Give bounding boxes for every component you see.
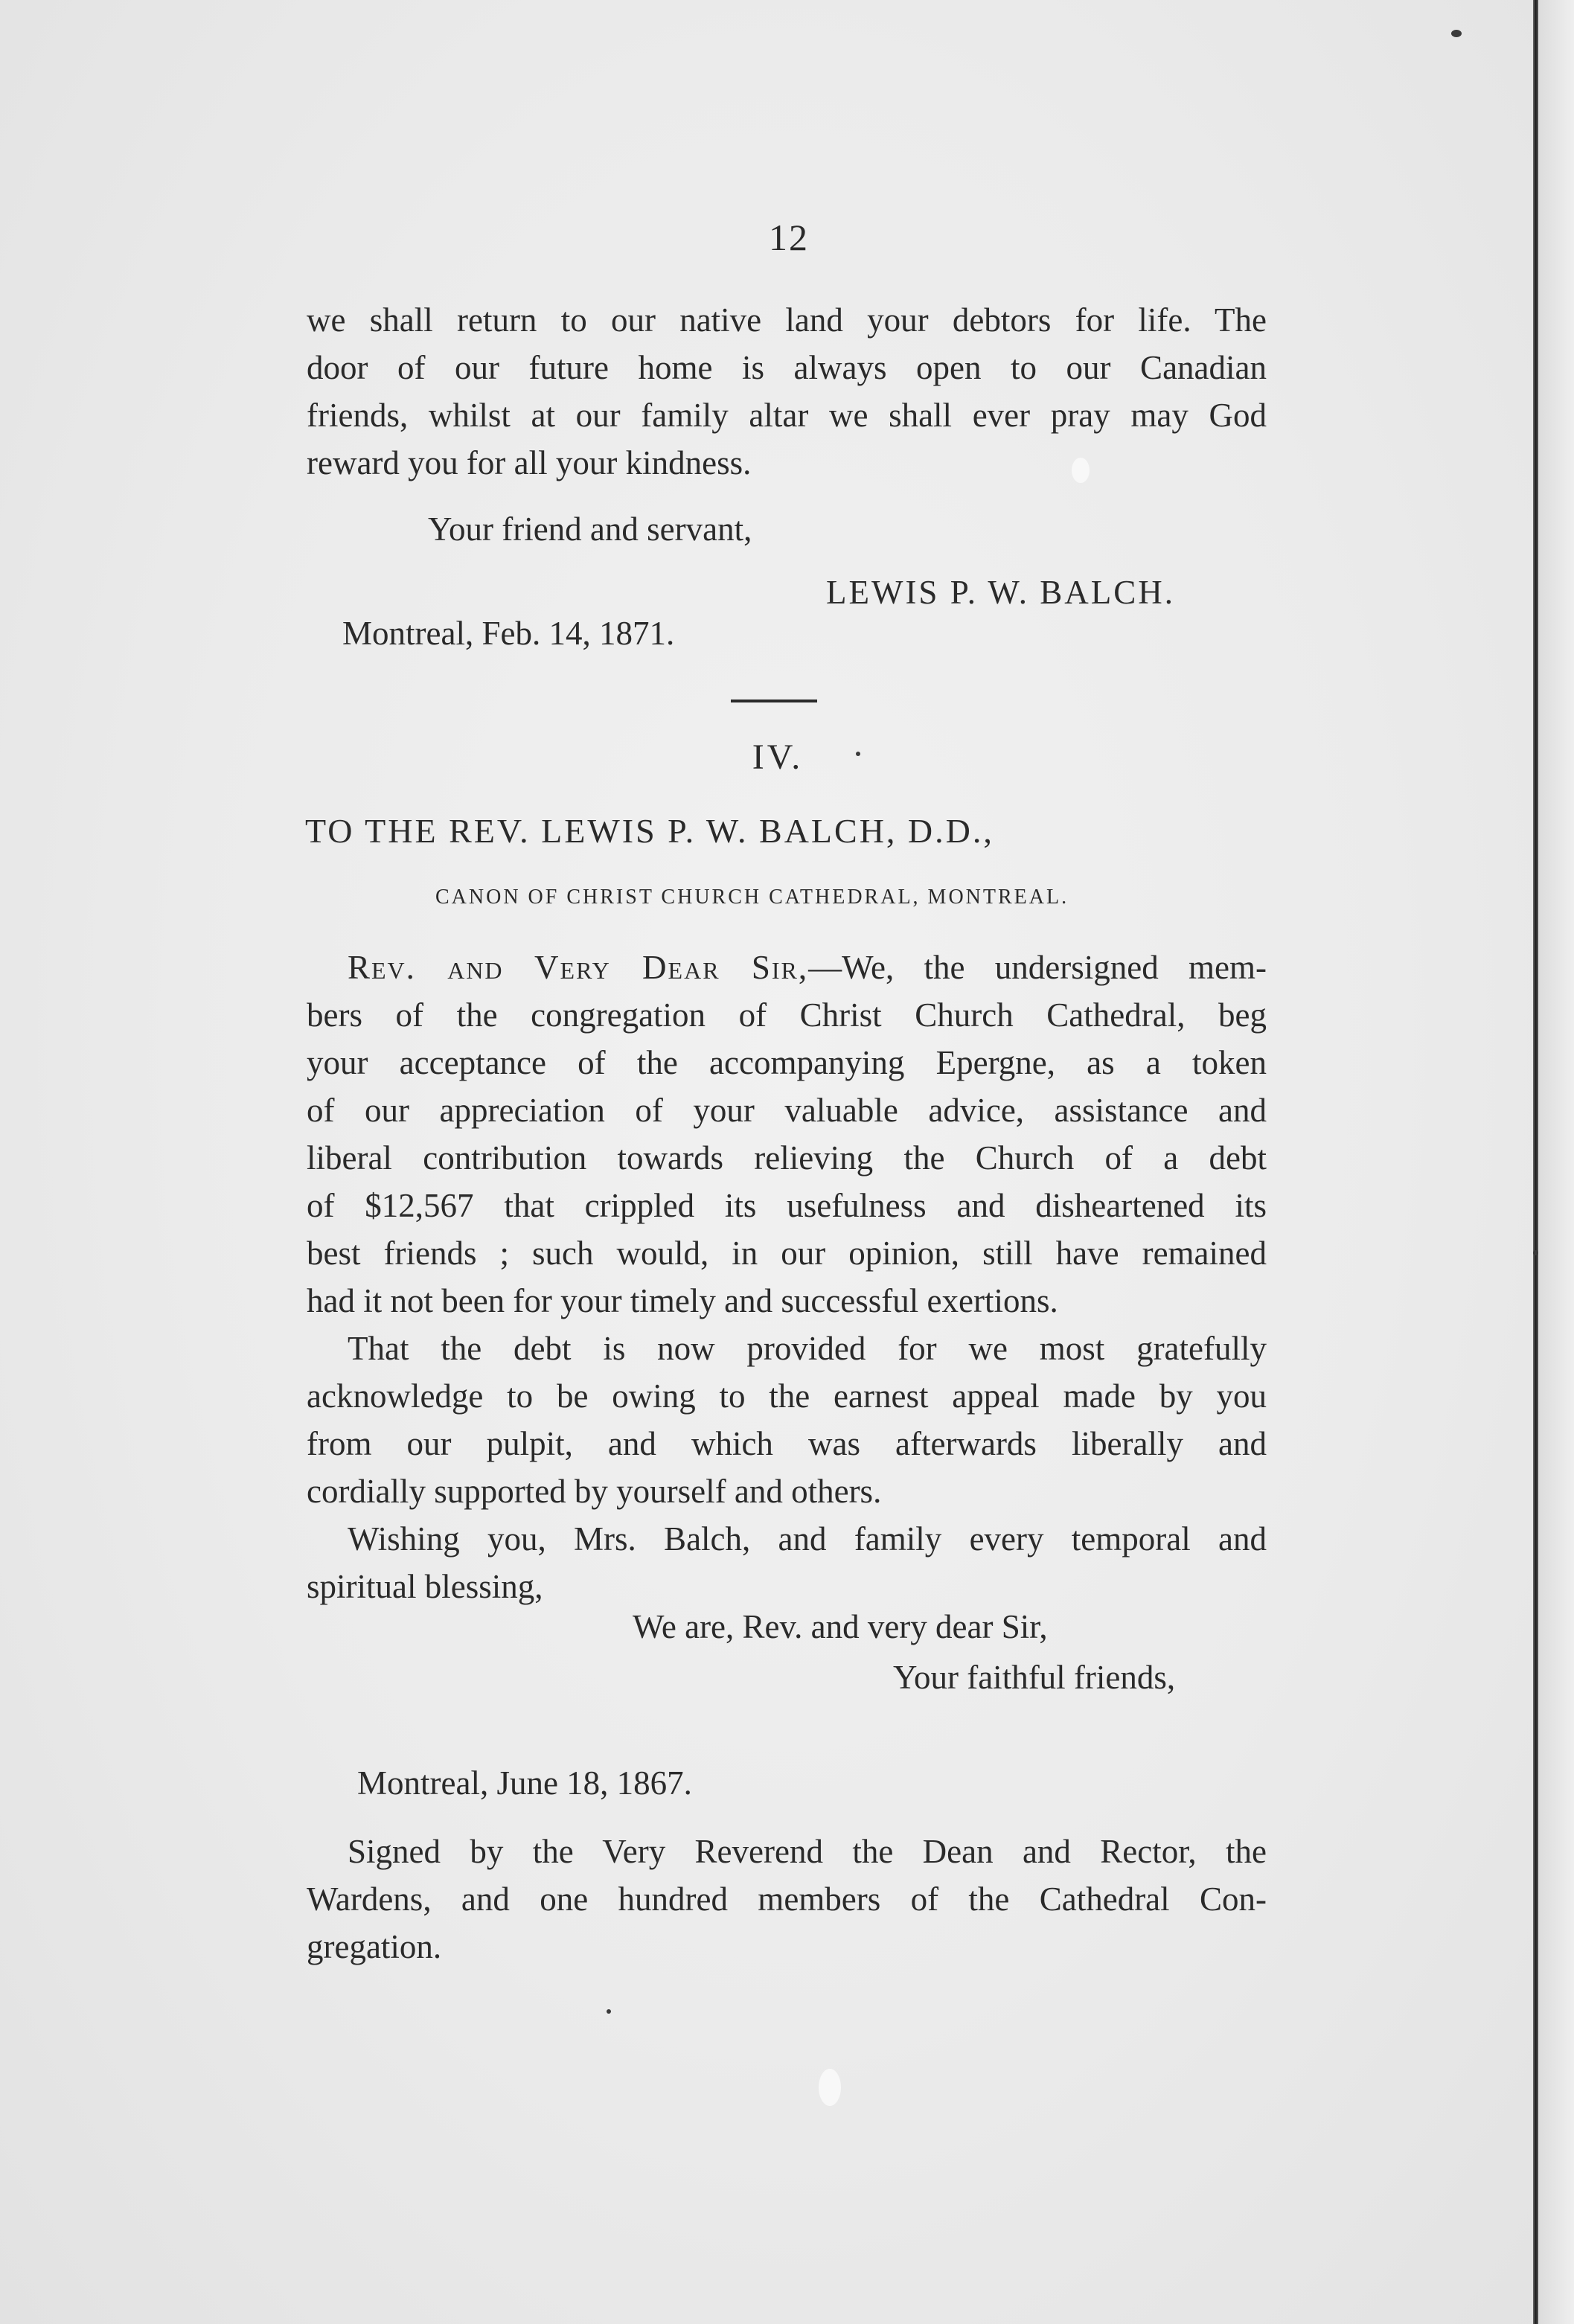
text-line: bers of the congregation of Christ Church Cathedral, beg [307,996,1267,1034]
page-number: 12 [769,217,809,258]
text-line [307,944,1267,991]
ink-dot [1533,1250,1538,1255]
paper-speck [819,2069,841,2106]
ink-dot [607,2009,611,2014]
address-paragraph-1 [307,944,1267,1325]
text-line: from our pulpit, and which was afterwards liberally and [307,1425,1267,1462]
ink-dot [856,752,860,756]
text-line: friends, whilst at our family altar we shall ever pray may God [307,397,1267,434]
section-subaddress: CANON OF CHRIST CHURCH CATHEDRAL, MONTREAL. [435,886,1069,909]
text-line: we shall return to our native land your debtors for life. The [307,301,1267,339]
section-number: IV. [752,737,804,777]
continuation-paragraph [307,296,1267,487]
text-line: That the debt is now provided for we most gratefully [348,1330,1267,1367]
text-line: door of our future home is always open to our Canadian [307,349,1267,386]
text-line: of our appreciation of your valuable advice, assistance and [307,1092,1267,1129]
section-divider [731,700,817,702]
section-address: TO THE REV. LEWIS P. W. BALCH, D.D., [305,812,994,850]
page-edge-margin [1538,0,1574,2324]
text-line: liberal contribution towards relieving the Church of a debt [307,1139,1267,1177]
letter-signature: LEWIS P. W. BALCH. [826,574,1176,611]
text-line: gregation. [307,1928,442,1965]
text-line: your acceptance of the accompanying Epergne, as a token [307,1044,1267,1081]
text-line: best friends ; such would, in our opinion, still have remained [307,1235,1267,1272]
text-line: cordially supported by yourself and others. [307,1473,882,1510]
text-line: of $12,567 that crippled its usefulness and disheartened its [307,1187,1267,1224]
text-line: Wishing you, Mrs. Balch, and family every temporal and [348,1520,1267,1558]
text-line: Signed by the Very Reverend the Dean and Rector, the [348,1833,1267,1870]
text-line: acknowledge to be owing to the earnest appeal made by you [307,1377,1267,1415]
address-paragraph-2 [307,1325,1267,1515]
address-date: Montreal, June 18, 1867. [357,1764,692,1802]
letter-greeting: Rev. and Very Dear Sir, [348,949,809,986]
page-edge-shadow [1533,0,1538,2324]
signatories-note [307,1828,1267,1971]
text-line: reward you for all your kindness. [307,444,752,481]
address-paragraph-3 [307,1515,1267,1610]
text-line: Wardens, and one hundred members of the Cathedral Con- [307,1880,1267,1918]
text-fragment: —We, the undersigned mem- [808,949,1267,986]
address-closing-signoff: Your faithful friends, [893,1659,1176,1696]
ink-dot [1451,30,1462,37]
address-closing: We are, Rev. and very dear Sir, [633,1608,1048,1645]
text-line: spiritual blessing, [307,1568,543,1605]
letter-salutation: Your friend and servant, [428,510,752,548]
letter-date: Montreal, Feb. 14, 1871. [342,615,675,652]
text-line: had it not been for your timely and successful exertions. [307,1282,1058,1319]
